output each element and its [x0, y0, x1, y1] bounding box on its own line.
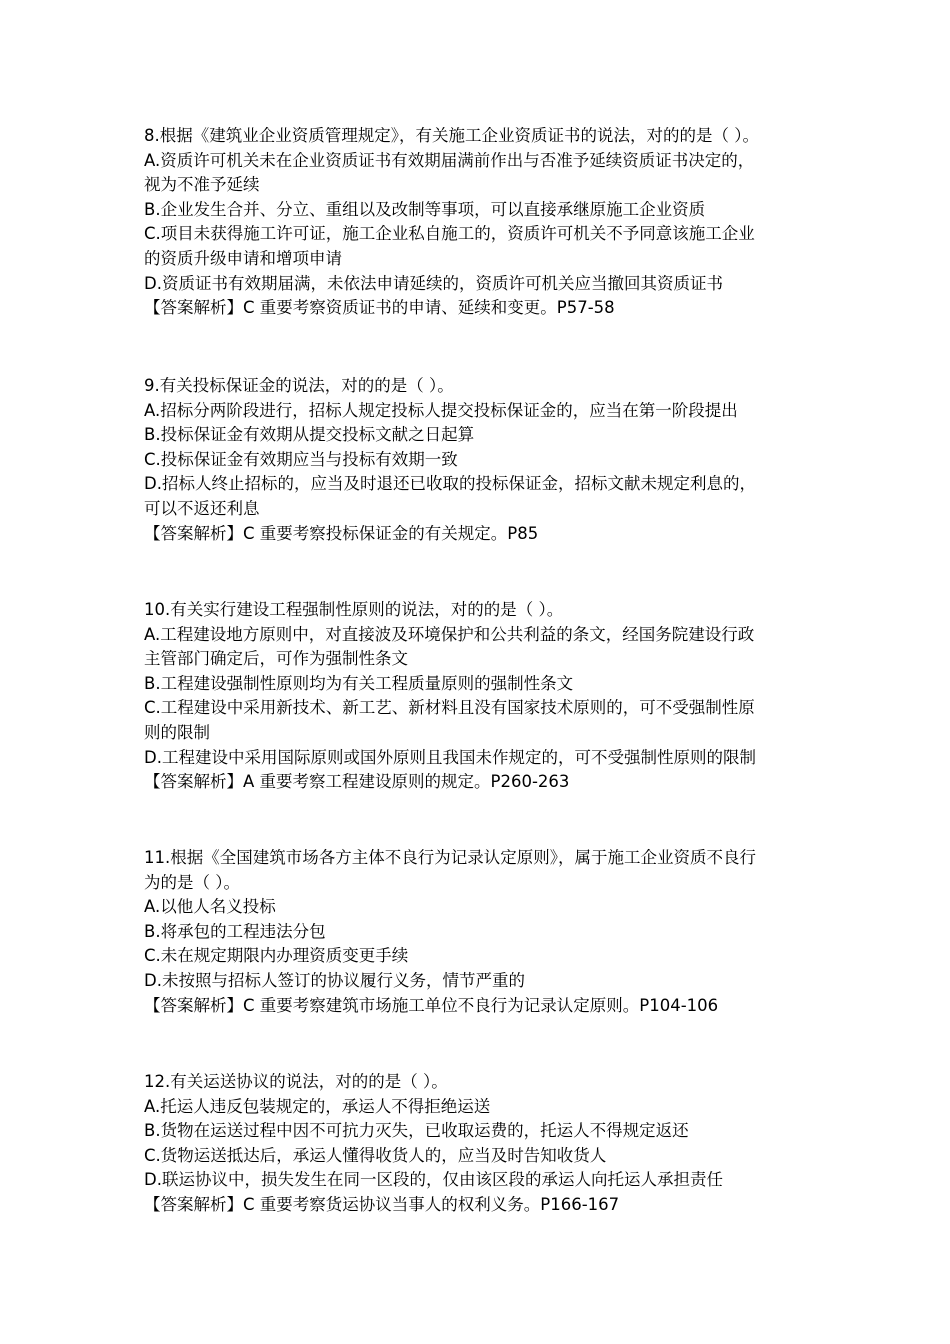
question-stem: 10.有关实行建设工程强制性原则的说法，对的的是（ ）。	[144, 600, 564, 619]
answer-explanation: 【答案解析】A 重要考察工程建设原则的规定。P260-263	[144, 772, 570, 792]
option-a: A.工程建设地方原则中，对直接波及环境保护和公共利益的条文，经国务院建设行政	[144, 624, 755, 644]
option-a-continued: 视为不准予延续	[144, 175, 260, 195]
option-c: C.货物运送抵达后，承运人懂得收货人的，应当及时告知收货人	[144, 1145, 607, 1165]
question-11	[144, 846, 814, 1018]
question-12	[144, 1070, 814, 1218]
answer-explanation: 【答案解析】C 重要考察投标保证金的有关规定。P85	[144, 523, 539, 543]
question-9	[144, 374, 814, 546]
option-d: D.资质证书有效期届满，未依法申请延续的，资质许可机关应当撤回其资质证书	[144, 273, 723, 293]
question-8	[144, 124, 814, 321]
option-c: C.投标保证金有效期应当与投标有效期一致	[144, 449, 458, 469]
option-d: D.联运协议中，损失发生在同一区段的，仅由该区段的承运人向托运人承担责任	[144, 1170, 723, 1190]
option-d: D.工程建设中采用国际原则或国外原则且我国未作规定的，可不受强制性原则的限制	[144, 747, 756, 767]
option-b: B.将承包的工程违法分包	[144, 921, 326, 941]
option-a-continued: 主管部门确定后，可作为强制性条文	[144, 649, 408, 669]
option-b: B.投标保证金有效期从提交投标文献之日起算	[144, 425, 475, 445]
option-a: A.招标分两阶段进行，招标人规定投标人提交投标保证金的，应当在第一阶段提出	[144, 400, 738, 420]
question-stem: 9.有关投标保证金的说法，对的的是（ ）。	[144, 376, 454, 395]
option-a: A.托运人违反包装规定的，承运人不得拒绝运送	[144, 1096, 491, 1116]
option-d: D.未按照与招标人签订的协议履行义务，情节严重的	[144, 970, 525, 990]
option-c: C.工程建设中采用新技术、新工艺、新材料且没有国家技术原则的，可不受强制性原	[144, 698, 755, 718]
answer-explanation: 【答案解析】C 重要考察货运协议当事人的权利义务。P166-167	[144, 1194, 620, 1214]
answer-explanation: 【答案解析】C 重要考察建筑市场施工单位不良行为记录认定原则。P104-106	[144, 995, 719, 1015]
option-c-continued: 则的限制	[144, 722, 210, 742]
option-c: C.项目未获得施工许可证，施工企业私自施工的，资质许可机关不予同意该施工企业	[144, 224, 755, 244]
option-b: B.工程建设强制性原则均为有关工程质量原则的强制性条文	[144, 673, 574, 693]
option-d: D.招标人终止招标的，应当及时退还已收取的投标保证金，招标文献未规定利息的，	[144, 474, 756, 494]
question-stem-continued: 为的是（ ）。	[144, 872, 240, 892]
question-stem: 12.有关运送协议的说法，对的的是（ ）。	[144, 1072, 448, 1091]
option-c: C.未在规定期限内办理资质变更手续	[144, 946, 409, 966]
option-b: B.企业发生合并、分立、重组以及改制等事项，可以直接承继原施工企业资质	[144, 199, 706, 219]
question-stem: 8.根据《建筑业企业资质管理规定》，有关施工企业资质证书的说法，对的的是（ ）。	[144, 126, 759, 145]
question-stem: 11.根据《全国建筑市场各方主体不良行为记录认定原则》，属于施工企业资质不良行	[144, 848, 756, 867]
option-a: A.以他人名义投标	[144, 897, 276, 917]
option-c-continued: 的资质升级申请和增项申请	[144, 248, 342, 268]
answer-explanation: 【答案解析】C 重要考察资质证书的申请、延续和变更。P57-58	[144, 298, 615, 318]
option-b: B.货物在运送过程中因不可抗力灭失，已收取运费的，托运人不得规定返还	[144, 1121, 689, 1141]
question-10	[144, 598, 814, 795]
option-d-continued: 可以不返还利息	[144, 498, 260, 518]
option-a: A.资质许可机关未在企业资质证书有效期届满前作出与否准予延续资质证书决定的，	[144, 150, 755, 170]
